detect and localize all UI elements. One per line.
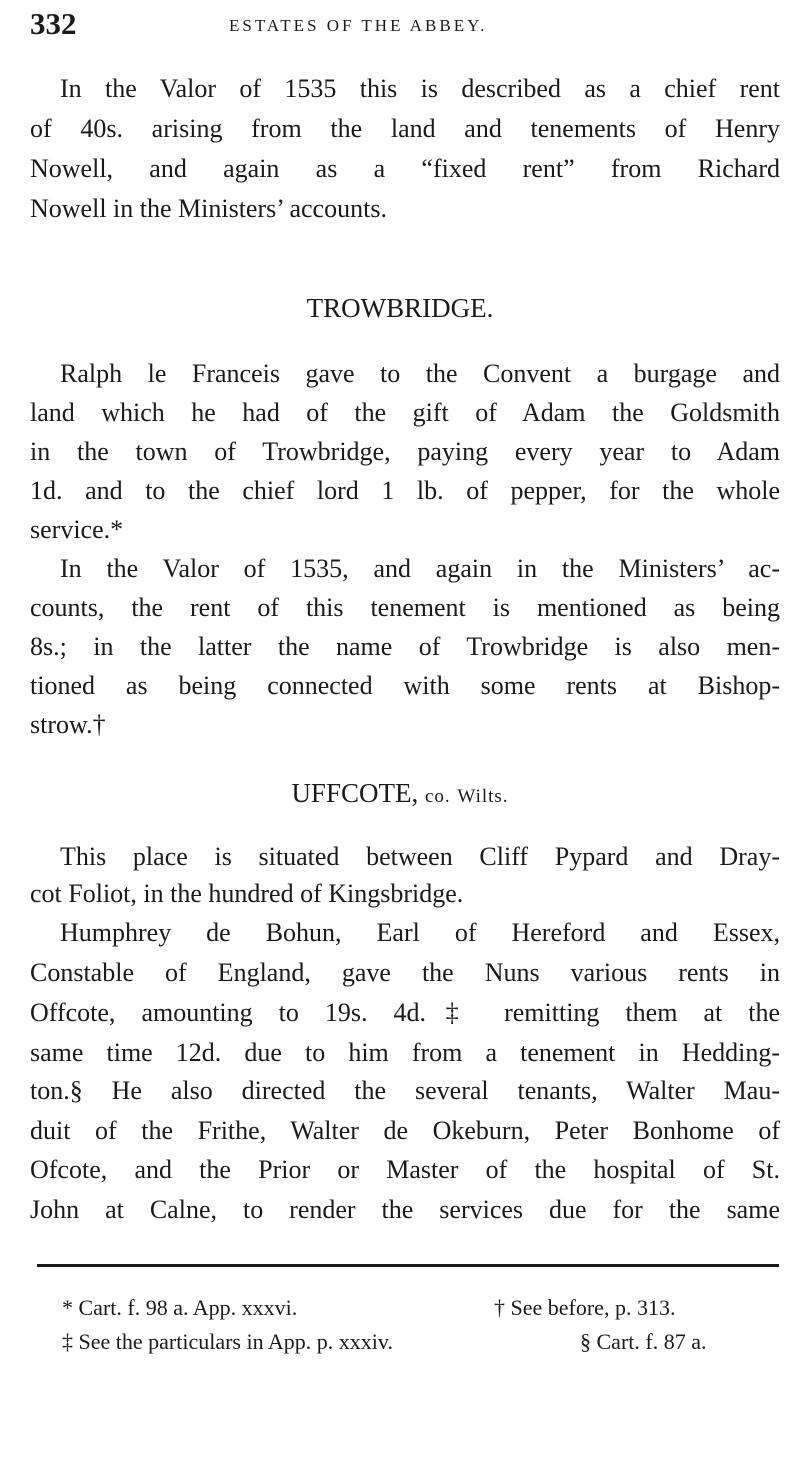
paragraph-line: 8s.; in the latter the name of Trowbridge is also men- (30, 632, 780, 661)
heading-place: UFFCOTE, (291, 778, 419, 808)
footnote: † See before, p. 313. (494, 1295, 676, 1320)
paragraph-line: ton.§ He also directed the several tenants, Walter Mau- (30, 1076, 780, 1105)
paragraph-line: duit of the Frithe, Walter de Okeburn, Peter Bonhome of (30, 1116, 780, 1145)
paragraph-line: 1d. and to the chief lord 1 lb. of pepper, for the whole (30, 476, 780, 505)
paragraph-line: in the town of Trowbridge, paying every year to Adam (30, 437, 780, 466)
section-heading-trowbridge: TROWBRIDGE. (306, 293, 494, 323)
paragraph-line: strow.† (30, 710, 106, 739)
paragraph-line: Offcote, amounting to 19s. 4d.‡ remitting them at the (30, 998, 780, 1027)
paragraph-line: land which he had of the gift of Adam the Goldsmith (30, 398, 780, 427)
footnote: ‡ See the particulars in App. p. xxxiv. (62, 1329, 393, 1354)
paragraph-line: Ralph le Franceis gave to the Convent a burgage and (60, 359, 780, 388)
heading-county: Wilts. (457, 786, 509, 807)
paragraph-line: cot Foliot, in the hundred of Kingsbridge. (30, 879, 464, 908)
paragraph-line: In the Valor of 1535 this is described as a chief rent (60, 74, 780, 103)
paragraph-line: service.* (30, 515, 124, 544)
paragraph-line: Constable of England, gave the Nuns various rents in (30, 958, 780, 987)
running-title: ESTATES OF THE ABBEY. (229, 16, 488, 35)
heading-co: co. (424, 786, 451, 807)
paragraph-line: In the Valor of 1535, and again in the Ministers’ ac- (60, 554, 780, 583)
paragraph-line: counts, the rent of this tenement is mentioned as being (30, 593, 780, 622)
footnote: § Cart. f. 87 a. (580, 1329, 707, 1354)
footnote: * Cart. f. 98 a. App. xxxvi. (62, 1295, 298, 1320)
page-number: 332 (30, 6, 77, 41)
paragraph-line: Ofcote, and the Prior or Master of the hospital of St. (30, 1155, 780, 1184)
paragraph-line: Humphrey de Bohun, Earl of Hereford and Essex, (60, 918, 780, 947)
paragraph-line: same time 12d. due to him from a tenement in Hedding- (30, 1038, 780, 1067)
paragraph-line: tioned as being connected with some rents at Bishop- (30, 671, 780, 700)
running-head (30, 4, 780, 44)
footnote-rule (37, 1264, 779, 1267)
paragraph-line: Nowell in the Ministers’ accounts. (30, 194, 387, 223)
paragraph-line: Nowell, and again as a “fixed rent” from Richard (30, 154, 780, 183)
paragraph-line: This place is situated between Cliff Pypard and Dray- (60, 842, 780, 871)
section-heading-uffcote (0, 775, 800, 815)
paragraph-line: John at Calne, to render the services due for the same (30, 1195, 780, 1224)
paragraph-line: of 40s. arising from the land and tenements of Henry (30, 114, 780, 143)
